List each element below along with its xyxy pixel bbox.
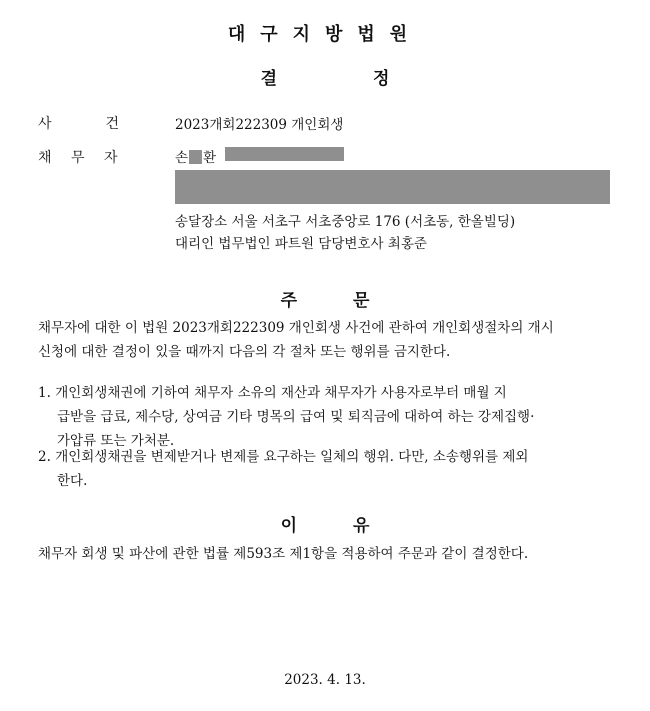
order-item-number: 1. [38, 385, 51, 401]
order-item-line: 가압류 또는 가처분. [57, 433, 175, 449]
case-number: 2023개회222309 개인회생 [175, 117, 344, 133]
redaction-block [175, 170, 610, 204]
case-label [38, 113, 119, 133]
redaction-bar [225, 147, 344, 161]
order-heading [0, 286, 650, 311]
debtor-name-last: 환 [203, 150, 217, 166]
debtor-label-char2: 무 [71, 150, 85, 166]
order-heading-part1: 주 [280, 291, 297, 311]
reason-heading-part2: 유 [353, 516, 370, 536]
court-name: 대구지방법원 [227, 24, 423, 45]
case-label-char2: 건 [105, 116, 120, 132]
order-item-line: 개인회생채권에 기하여 채무자 소유의 재산과 채무자가 사용자로부터 매월 지 [55, 385, 507, 401]
reason-heading-part1: 이 [280, 516, 297, 536]
debtor-label [38, 147, 137, 167]
redaction-bar [189, 150, 202, 164]
order-intro-line1: 채무자에 대한 이 법원 2023개회222309 개인회생 사건에 관하여 개인회생절차의 개시 [38, 320, 554, 336]
order-item-line: 급받을 급료, 제수당, 상여금 기타 명목의 급여 및 퇴직금에 대하여 하는 강제집행· [57, 409, 535, 425]
service-address: 송달장소 서울 서초구 서초중앙로 176 (서초동, 한올빌딩) [175, 214, 516, 230]
order-item-2 [38, 445, 528, 493]
document-title-part2: 정 [373, 69, 390, 89]
order-item-number: 2. [38, 449, 51, 465]
order-item-1 [38, 381, 534, 453]
order-item-line: 개인회생채권을 변제받거나 변제를 요구하는 일체의 행위. 다만, 소송행위를 제외 [55, 449, 529, 465]
order-intro [38, 316, 618, 364]
document-title [0, 64, 650, 89]
order-heading-part2: 문 [353, 291, 370, 311]
reason-heading [0, 511, 650, 536]
document-title-part1: 결 [260, 69, 277, 89]
decision-date: 2023. 4. 13. [284, 672, 366, 688]
debtor-label-char3: 자 [104, 150, 118, 166]
order-item-line: 한다. [57, 473, 88, 489]
case-label-char1: 사 [38, 116, 52, 132]
attorney-agent: 대리인 법무법인 파트원 담당변호사 최홍준 [175, 236, 427, 252]
debtor-label-char1: 채 [38, 150, 52, 166]
reason-text: 채무자 회생 및 파산에 관한 법률 제593조 제1항을 적용하여 주문과 같이 결정한다. [38, 546, 529, 562]
order-intro-line2: 신청에 대한 결정이 있을 때까지 다음의 각 절차 또는 행위를 금지한다. [38, 344, 451, 360]
debtor-name-first: 손 [175, 150, 189, 166]
debtor-name [175, 146, 216, 166]
